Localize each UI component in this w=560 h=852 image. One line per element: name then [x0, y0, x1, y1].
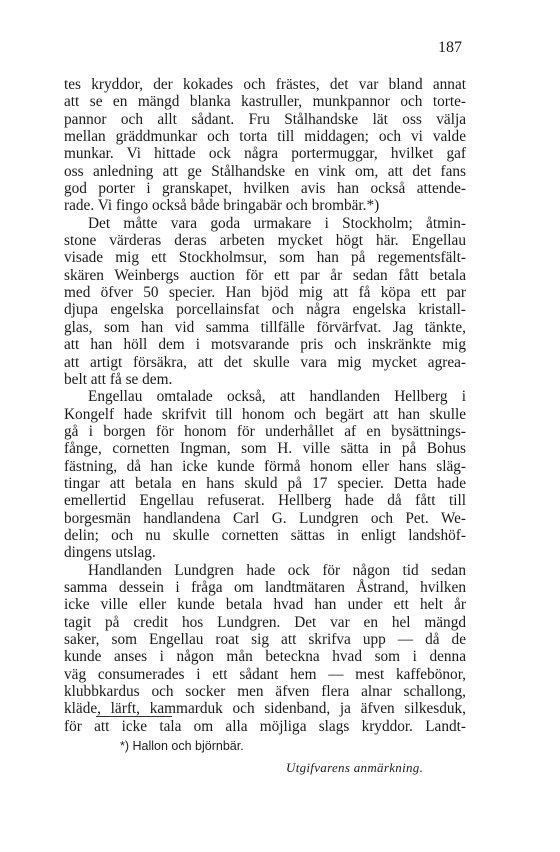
- text-line: munkar. Vi hittade ock några portermuggar, hvilket gaf: [64, 145, 466, 163]
- text-line: belt att få se dem.: [64, 370, 173, 388]
- text-line: för att icke tala om alla möjliga slags kryddor. Landt-: [64, 717, 466, 735]
- text-line: med öfver 50 specier. Han bjöd mig att få köpa ett par: [64, 284, 466, 302]
- text-line: skären Weinbergs auction för ett par år sedan fått betala: [64, 266, 466, 284]
- paragraph-start-line: Det måtte vara goda urmakare i Stockholm; åtmin-: [88, 214, 466, 232]
- text-line: saker, som Engellau roat sig att skrifva upp — då de: [64, 631, 466, 648]
- footnote-divider: [96, 716, 172, 717]
- paragraph-start-line: Engellau omtalade också, att handlanden Hellberg i: [88, 388, 466, 406]
- text-line: icke ville eller kunde betala hvad han under ett helt år: [64, 596, 466, 614]
- text-line: stone värderas deras arbeten mycket högt här. Engellau: [64, 232, 466, 250]
- text-line: glas, som han vid samma tillfälle förvärfvat. Jag tänkte,: [64, 318, 466, 336]
- text-line: tingar att betala en hans skuld på 17 specier. Detta hade: [64, 474, 466, 492]
- text-line: oss anledning att ge Stålhandske en vink om, att det fans: [64, 162, 466, 180]
- text-line: att artigt försäkra, att det skulle vara mig mycket agrea-: [64, 353, 466, 371]
- body-text: [64, 76, 466, 735]
- footnote-text: *) Hallon och björnbär.: [120, 739, 244, 753]
- page-number: 187: [438, 39, 462, 56]
- text-line: kläde, lärft, kammarduk och sidenband, ja äfven silkesduk,: [64, 700, 466, 718]
- text-line: mellan gräddmunkar och torta till middagen; och vi valde: [64, 128, 466, 146]
- text-line: klubbkardus och socker men äfven flera alnar schallong,: [64, 683, 466, 701]
- text-line: att han höll dem i motsvarande pris och inskränkte mig: [64, 336, 466, 354]
- text-line: gå i borgen för honom för underhållet af en bysättnings-: [64, 422, 466, 440]
- text-line: emellertid Engellau refuserat. Hellberg hade då fått till: [64, 492, 466, 510]
- text-line: tagit på credit hos Lundgren. Det var en hel mängd: [64, 613, 466, 631]
- text-line: borgesmän handlandena Carl G. Lundgren och Pet. We-: [64, 509, 466, 527]
- text-line: fånge, cornetten Ingman, som H. ville sätta in på Bohus: [64, 440, 466, 458]
- text-line: visade mig ett Stockholmsur, som han på regementsfält-: [64, 249, 466, 267]
- text-line: fästning, då han icke kunde förmå honom eller hans släg-: [64, 457, 466, 475]
- text-line: djupa engelska porcellainsfat och några engelska kristall-: [64, 301, 466, 319]
- text-line: god porter i granskapet, hvilken avis han också attende-: [64, 180, 466, 198]
- text-line: tes kryddor, der kokades och frästes, det var bland annat: [64, 76, 466, 93]
- text-line: Kongelf hade skrifvit till honom och begärt att han skulle: [64, 405, 466, 423]
- text-line: samma dessein i fråga om landtmätaren Åstrand, hvilken: [64, 578, 466, 596]
- paragraph-start-line: Handlanden Lundgren hade ock för någon tid sedan: [88, 561, 466, 579]
- footnote-signature: Utgifvarens anmärkning.: [286, 760, 424, 775]
- text-line: kunde anses i någon mån beteckna hvad som i denna: [64, 648, 466, 666]
- text-line: delin; och nu skulle cornetten sättas in enligt landshöf-: [64, 526, 466, 544]
- text-line: dingens utslag.: [64, 544, 156, 562]
- text-line: pannor och allt sådant. Fru Stålhandske lät oss välja: [64, 110, 466, 128]
- text-line: att se en mängd blanka kastruller, munkpannor och torte-: [64, 93, 466, 111]
- text-line: väg consumerades i ett sådant hem — mest kaffebönor,: [64, 665, 466, 683]
- text-line: rade. Vi fingo också både bringabär och brombär.*): [64, 197, 380, 215]
